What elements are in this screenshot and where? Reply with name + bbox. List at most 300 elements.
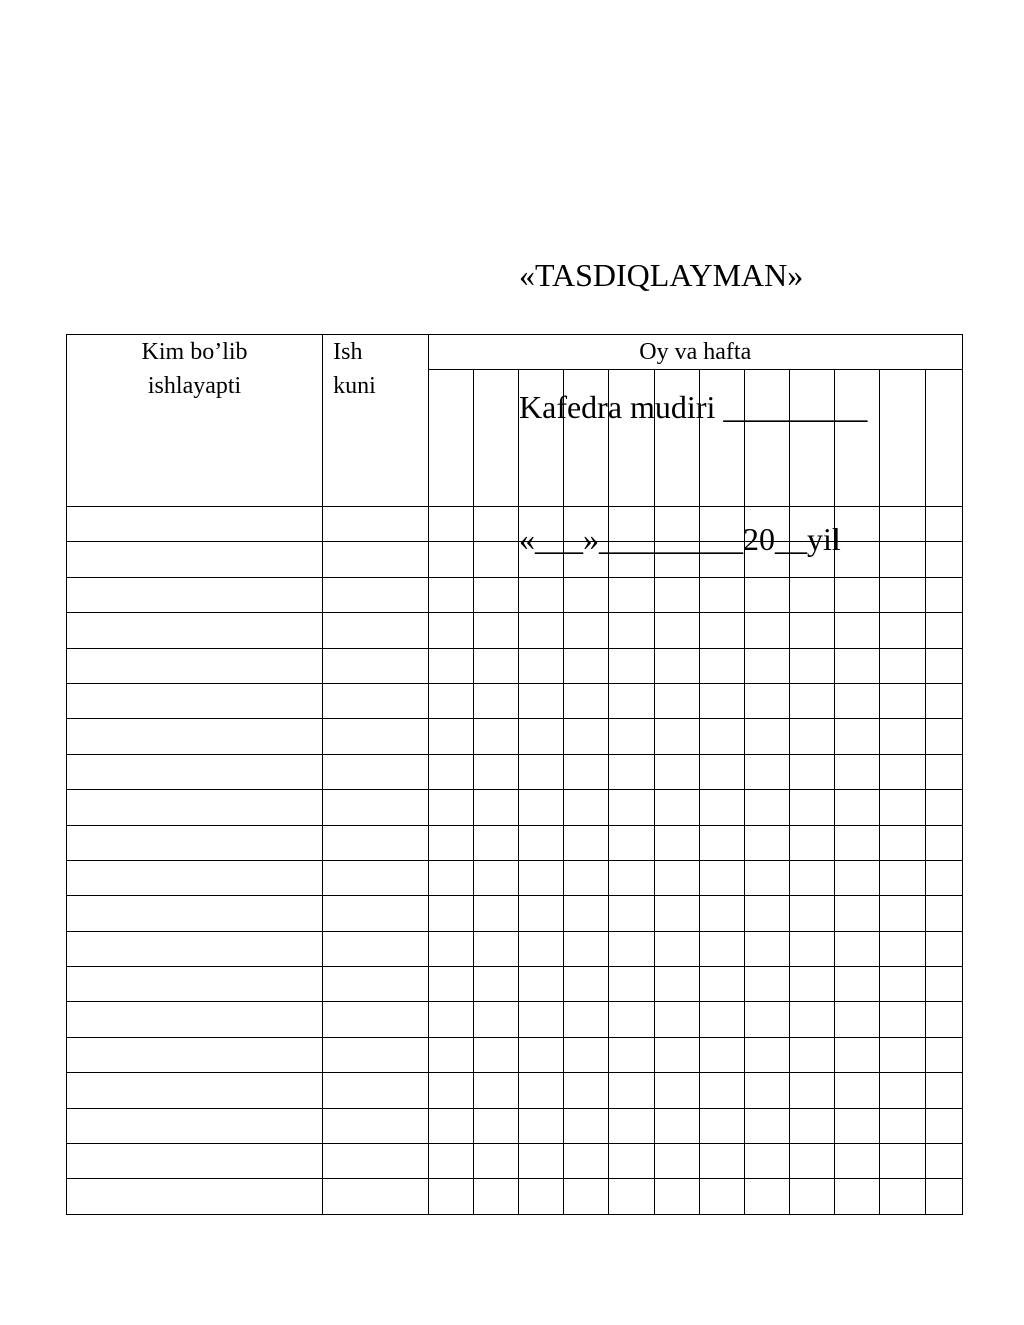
week-cell [925,542,962,577]
week-cell [744,648,789,683]
work-day-cell [323,754,428,789]
week-cell [609,1002,654,1037]
table-row [67,931,963,966]
week-cell [473,648,518,683]
week-cell [925,1073,962,1108]
week-cell [609,542,654,577]
week-cell [428,860,473,895]
week-cell [518,754,563,789]
week-cell [835,1108,880,1143]
week-cell [518,648,563,683]
week-cell [428,648,473,683]
table-row [67,825,963,860]
week-cell [880,896,925,931]
name-cell [67,1108,323,1143]
week-cell [790,931,835,966]
week-cell [790,1037,835,1072]
week-cell [609,1037,654,1072]
week-cell [609,507,654,542]
week-cell [699,1002,744,1037]
name-cell [67,754,323,789]
week-cell [564,825,609,860]
week-cell [925,1179,962,1214]
work-day-cell [323,613,428,648]
work-day-cell [323,719,428,754]
week-cell [473,931,518,966]
week-cell [835,577,880,612]
week-cell [564,1037,609,1072]
header-month-week [428,335,962,370]
week-cell [925,754,962,789]
week-cell [880,860,925,895]
week-cell [518,683,563,718]
week-cell [518,1037,563,1072]
approval-title: «TASDIQLAYMAN» [519,257,804,293]
name-cell [67,790,323,825]
week-cell [790,1108,835,1143]
week-cell [880,719,925,754]
week-cell [473,860,518,895]
week-cell [609,683,654,718]
week-cell [790,648,835,683]
work-day-cell [323,1144,428,1179]
week-cell [518,860,563,895]
week-cell [518,931,563,966]
week-cell [744,825,789,860]
week-cell [428,1073,473,1108]
week-cell [654,896,699,931]
week-cell [835,1073,880,1108]
week-cell [428,613,473,648]
week-cell [428,790,473,825]
week-cell [428,683,473,718]
week-cell [835,860,880,895]
week-cell [744,754,789,789]
week-cell [699,754,744,789]
week-cell [835,719,880,754]
week-cell [744,1179,789,1214]
week-cell [880,683,925,718]
work-day-cell [323,1108,428,1143]
week-cell [473,1037,518,1072]
week-cell [925,825,962,860]
week-cell [609,790,654,825]
week-cell [835,542,880,577]
work-day-cell [323,1073,428,1108]
week-cell [699,860,744,895]
week-cell [880,1144,925,1179]
week-cell [699,1144,744,1179]
week-cell [564,1002,609,1037]
week-cell [925,790,962,825]
week-cell [654,931,699,966]
week-cell [654,507,699,542]
week-cell [428,1002,473,1037]
week-cell [564,967,609,1002]
week-cell [925,931,962,966]
week-cell [654,754,699,789]
week-cell [609,1144,654,1179]
week-cell [925,613,962,648]
table-row [67,1073,963,1108]
week-cell [925,1108,962,1143]
name-cell [67,577,323,612]
week-cell [880,577,925,612]
week-cell [880,1073,925,1108]
table-row [67,577,963,612]
week-cell [518,1144,563,1179]
week-cell [609,967,654,1002]
week-cell [473,577,518,612]
week-cell [428,1108,473,1143]
week-cell [609,648,654,683]
week-cell [654,790,699,825]
week-cell [790,1179,835,1214]
week-header-cell [925,370,962,507]
week-cell [790,507,835,542]
name-cell [67,860,323,895]
week-header-cell [835,370,880,507]
week-cell [699,1108,744,1143]
table-row [67,1037,963,1072]
week-cell [564,719,609,754]
week-cell [428,719,473,754]
week-cell [564,507,609,542]
work-day-cell [323,683,428,718]
week-cell [925,507,962,542]
week-cell [518,967,563,1002]
week-cell [925,683,962,718]
week-cell [699,683,744,718]
week-cell [925,719,962,754]
week-cell [790,719,835,754]
week-cell [880,931,925,966]
week-cell [925,577,962,612]
week-cell [564,613,609,648]
header-who-works [67,335,323,507]
week-cell [790,542,835,577]
week-cell [428,896,473,931]
week-cell [925,1002,962,1037]
work-day-cell [323,507,428,542]
work-day-cell [323,648,428,683]
name-cell [67,825,323,860]
week-cell [609,613,654,648]
week-cell [925,1144,962,1179]
week-header-cell [428,370,473,507]
week-header-cell [473,370,518,507]
week-cell [835,648,880,683]
table-row [67,967,963,1002]
week-cell [744,967,789,1002]
week-cell [925,967,962,1002]
week-cell [654,1144,699,1179]
week-cell [699,967,744,1002]
week-cell [835,683,880,718]
week-cell [654,1179,699,1214]
week-cell [744,896,789,931]
week-cell [428,507,473,542]
table-row [67,1179,963,1214]
week-cell [473,754,518,789]
name-cell [67,719,323,754]
week-cell [835,754,880,789]
week-cell [564,683,609,718]
week-cell [428,754,473,789]
week-cell [744,1073,789,1108]
week-cell [518,1002,563,1037]
week-cell [925,1037,962,1072]
week-cell [654,683,699,718]
table-row [67,790,963,825]
week-cell [654,1002,699,1037]
work-day-cell [323,825,428,860]
week-cell [473,507,518,542]
week-cell [654,967,699,1002]
table-row [67,719,963,754]
week-cell [699,1037,744,1072]
name-cell [67,1073,323,1108]
week-cell [835,1179,880,1214]
week-cell [699,1179,744,1214]
work-day-cell [323,790,428,825]
week-cell [564,542,609,577]
week-cell [609,719,654,754]
week-cell [699,648,744,683]
week-cell [564,648,609,683]
week-cell [473,613,518,648]
week-cell [473,719,518,754]
week-cell [654,860,699,895]
week-cell [790,1002,835,1037]
week-cell [428,1179,473,1214]
week-header-cell [564,370,609,507]
week-cell [880,967,925,1002]
name-cell [67,683,323,718]
work-day-cell [323,1002,428,1037]
week-cell [880,825,925,860]
week-cell [925,648,962,683]
week-cell [790,896,835,931]
week-cell [744,542,789,577]
week-cell [835,896,880,931]
week-cell [473,825,518,860]
week-cell [790,860,835,895]
table-body [67,507,963,1215]
week-cell [925,860,962,895]
week-cell [609,577,654,612]
week-cell [699,613,744,648]
table-row [67,1002,963,1037]
week-cell [880,1179,925,1214]
name-cell [67,1179,323,1214]
week-cell [835,1144,880,1179]
week-cell [518,613,563,648]
week-cell [609,931,654,966]
week-cell [428,1037,473,1072]
week-cell [609,1073,654,1108]
week-cell [654,1108,699,1143]
name-cell [67,613,323,648]
week-cell [564,860,609,895]
week-cell [790,613,835,648]
week-cell [518,825,563,860]
week-cell [699,542,744,577]
work-day-cell [323,860,428,895]
week-cell [744,1037,789,1072]
week-cell [835,1002,880,1037]
week-cell [790,1073,835,1108]
week-cell [564,1073,609,1108]
week-header-cell [609,370,654,507]
table-row [67,896,963,931]
week-cell [654,613,699,648]
week-cell [880,1037,925,1072]
work-day-cell [323,896,428,931]
week-cell [880,507,925,542]
week-header-cell [518,370,563,507]
week-cell [699,790,744,825]
week-cell [835,931,880,966]
header-work-day-label: Ish kuni [333,339,376,399]
week-cell [744,613,789,648]
name-cell [67,967,323,1002]
week-cell [880,613,925,648]
table-row [67,507,963,542]
week-cell [654,577,699,612]
week-cell [654,1073,699,1108]
week-cell [880,1108,925,1143]
week-cell [699,719,744,754]
week-cell [428,577,473,612]
week-cell [699,931,744,966]
week-cell [880,754,925,789]
department-head-line: Kafedra mudiri _________ [519,389,868,425]
week-cell [473,683,518,718]
week-cell [744,719,789,754]
week-cell [518,1073,563,1108]
week-cell [518,719,563,754]
header-month-week-label: Oy va hafta [639,339,752,365]
table-row [67,542,963,577]
week-cell [473,542,518,577]
header-work-day [323,335,428,507]
week-cell [744,1108,789,1143]
week-cell [654,542,699,577]
header-who-works-label: Kim bo’lib ishlayapti [141,339,248,399]
week-cell [790,683,835,718]
name-cell [67,1144,323,1179]
week-cell [428,931,473,966]
week-cell [744,1144,789,1179]
name-cell [67,542,323,577]
week-cell [564,754,609,789]
week-cell [654,719,699,754]
name-cell [67,931,323,966]
week-cell [654,825,699,860]
week-header-cell [744,370,789,507]
week-cell [564,931,609,966]
week-cell [790,1144,835,1179]
week-cell [925,896,962,931]
week-cell [744,860,789,895]
week-cell [790,790,835,825]
week-cell [564,1179,609,1214]
table-row [67,683,963,718]
week-cell [609,896,654,931]
week-cell [473,1144,518,1179]
week-cell [564,1144,609,1179]
week-cell [744,790,789,825]
week-cell [790,967,835,1002]
week-cell [835,825,880,860]
week-cell [699,577,744,612]
week-cell [744,507,789,542]
name-cell [67,507,323,542]
week-cell [699,896,744,931]
week-cell [564,1108,609,1143]
week-cell [654,1037,699,1072]
week-cell [880,790,925,825]
week-cell [654,648,699,683]
week-cell [835,1037,880,1072]
name-cell [67,1037,323,1072]
week-cell [609,825,654,860]
table-row [67,1144,963,1179]
week-cell [744,683,789,718]
week-cell [473,967,518,1002]
table-row [67,1108,963,1143]
week-cell [473,790,518,825]
week-cell [473,1002,518,1037]
week-cell [518,1108,563,1143]
week-cell [880,648,925,683]
week-cell [473,896,518,931]
week-cell [744,577,789,612]
week-cell [835,790,880,825]
week-cell [564,896,609,931]
week-cell [790,754,835,789]
week-cell [699,1073,744,1108]
week-cell [699,825,744,860]
work-schedule-table [66,334,963,1215]
week-cell [609,1108,654,1143]
week-header-cell [699,370,744,507]
week-header-cell [880,370,925,507]
week-cell [428,1144,473,1179]
work-day-cell [323,1037,428,1072]
week-cell [835,507,880,542]
week-cell [518,1179,563,1214]
work-day-cell [323,967,428,1002]
week-cell [609,1179,654,1214]
week-cell [880,542,925,577]
week-cell [473,1179,518,1214]
week-cell [564,790,609,825]
week-cell [880,1002,925,1037]
table-row [67,754,963,789]
work-day-cell [323,577,428,612]
week-cell [744,931,789,966]
week-cell [518,577,563,612]
week-cell [518,896,563,931]
name-cell [67,896,323,931]
week-cell [473,1073,518,1108]
approval-date-line: «___»_________20__yil [519,521,841,557]
table-row [67,860,963,895]
week-cell [428,967,473,1002]
week-cell [518,542,563,577]
